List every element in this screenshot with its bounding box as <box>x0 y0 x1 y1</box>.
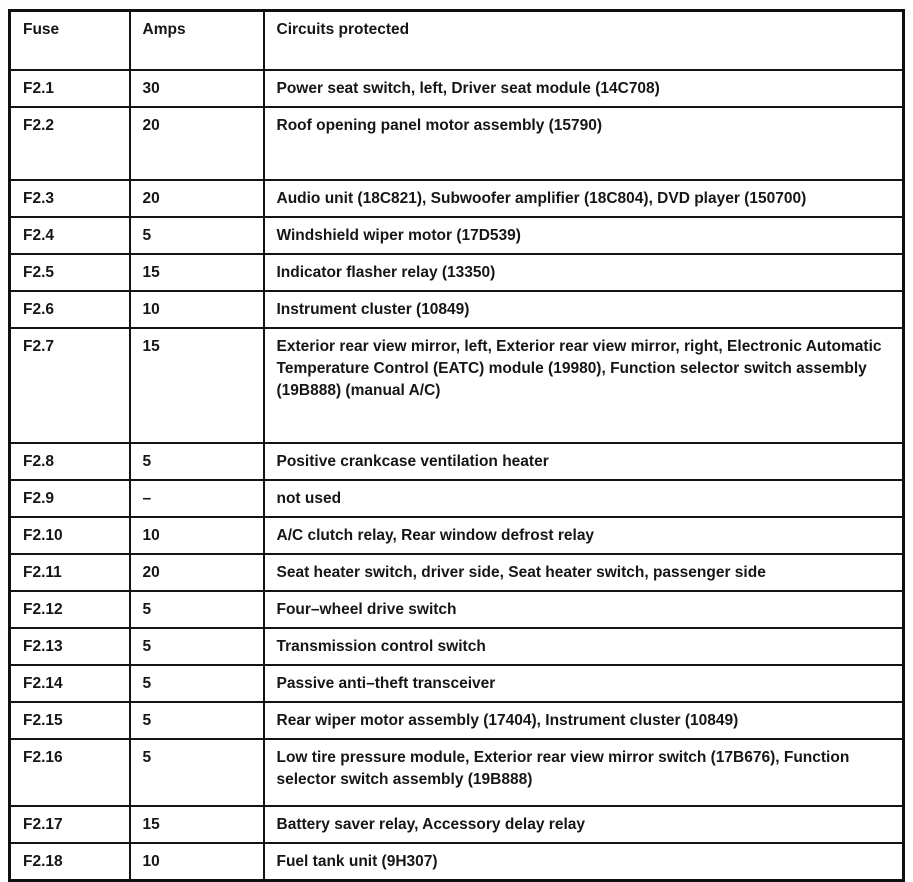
circuits-cell: Roof opening panel motor assembly (15790) <box>264 107 904 180</box>
amps-cell: – <box>130 480 264 517</box>
header-circuits: Circuits protected <box>264 11 904 71</box>
amps-cell: 5 <box>130 739 264 806</box>
circuits-cell: Indicator flasher relay (13350) <box>264 254 904 291</box>
fuse-cell: F2.16 <box>10 739 130 806</box>
amps-cell: 30 <box>130 70 264 107</box>
table-row <box>10 702 904 739</box>
circuits-cell: Four–wheel drive switch <box>264 591 904 628</box>
fuse-cell: F2.13 <box>10 628 130 665</box>
fuse-table <box>8 9 905 882</box>
circuits-cell: Rear wiper motor assembly (17404), Instrument cluster (10849) <box>264 702 904 739</box>
amps-cell: 15 <box>130 806 264 843</box>
circuits-cell: not used <box>264 480 904 517</box>
fuse-cell: F2.1 <box>10 70 130 107</box>
amps-cell: 15 <box>130 328 264 443</box>
table-row <box>10 591 904 628</box>
circuits-cell: Battery saver relay, Accessory delay relay <box>264 806 904 843</box>
table-row <box>10 254 904 291</box>
fuse-cell: F2.4 <box>10 217 130 254</box>
fuse-cell: F2.5 <box>10 254 130 291</box>
circuits-cell: Seat heater switch, driver side, Seat heater switch, passenger side <box>264 554 904 591</box>
fuse-cell: F2.14 <box>10 665 130 702</box>
amps-cell: 20 <box>130 554 264 591</box>
circuits-cell: Positive crankcase ventilation heater <box>264 443 904 480</box>
amps-cell: 15 <box>130 254 264 291</box>
amps-cell: 20 <box>130 107 264 180</box>
circuits-cell: Low tire pressure module, Exterior rear view mirror switch (17B676), Function selector switch assembly (19B888) <box>264 739 904 806</box>
table-row <box>10 328 904 443</box>
header-fuse: Fuse <box>10 11 130 71</box>
table-row <box>10 665 904 702</box>
fuse-table-body <box>10 70 904 881</box>
amps-cell: 10 <box>130 291 264 328</box>
fuse-table-header <box>10 11 904 71</box>
circuits-cell: Transmission control switch <box>264 628 904 665</box>
fuse-cell: F2.3 <box>10 180 130 217</box>
table-row <box>10 217 904 254</box>
amps-cell: 5 <box>130 443 264 480</box>
circuits-cell: A/C clutch relay, Rear window defrost relay <box>264 517 904 554</box>
fuse-cell: F2.18 <box>10 843 130 881</box>
table-row <box>10 443 904 480</box>
circuits-cell: Fuel tank unit (9H307) <box>264 843 904 881</box>
table-row <box>10 806 904 843</box>
fuse-cell: F2.15 <box>10 702 130 739</box>
header-amps: Amps <box>130 11 264 71</box>
amps-cell: 5 <box>130 217 264 254</box>
amps-cell: 5 <box>130 628 264 665</box>
table-row <box>10 843 904 881</box>
fuse-cell: F2.7 <box>10 328 130 443</box>
table-row <box>10 480 904 517</box>
fuse-cell: F2.9 <box>10 480 130 517</box>
fuse-cell: F2.8 <box>10 443 130 480</box>
table-row <box>10 107 904 180</box>
fuse-cell: F2.11 <box>10 554 130 591</box>
circuits-cell: Power seat switch, left, Driver seat module (14C708) <box>264 70 904 107</box>
fuse-cell: F2.17 <box>10 806 130 843</box>
fuse-cell: F2.12 <box>10 591 130 628</box>
amps-cell: 5 <box>130 665 264 702</box>
header-row <box>10 11 904 71</box>
circuits-cell: Audio unit (18C821), Subwoofer amplifier (18C804), DVD player (150700) <box>264 180 904 217</box>
fuse-cell: F2.10 <box>10 517 130 554</box>
table-row <box>10 291 904 328</box>
table-row <box>10 70 904 107</box>
amps-cell: 5 <box>130 702 264 739</box>
amps-cell: 20 <box>130 180 264 217</box>
table-row <box>10 628 904 665</box>
amps-cell: 10 <box>130 517 264 554</box>
amps-cell: 5 <box>130 591 264 628</box>
table-row <box>10 739 904 806</box>
table-row <box>10 180 904 217</box>
circuits-cell: Instrument cluster (10849) <box>264 291 904 328</box>
fuse-cell: F2.6 <box>10 291 130 328</box>
circuits-cell: Passive anti–theft transceiver <box>264 665 904 702</box>
circuits-cell: Exterior rear view mirror, left, Exterior rear view mirror, right, Electronic Automatic Temperature Control (EATC) module (19980), Function selector switch assembly (19B888) (manual A/C) <box>264 328 904 443</box>
table-row <box>10 517 904 554</box>
table-row <box>10 554 904 591</box>
fuse-cell: F2.2 <box>10 107 130 180</box>
circuits-cell: Windshield wiper motor (17D539) <box>264 217 904 254</box>
amps-cell: 10 <box>130 843 264 881</box>
